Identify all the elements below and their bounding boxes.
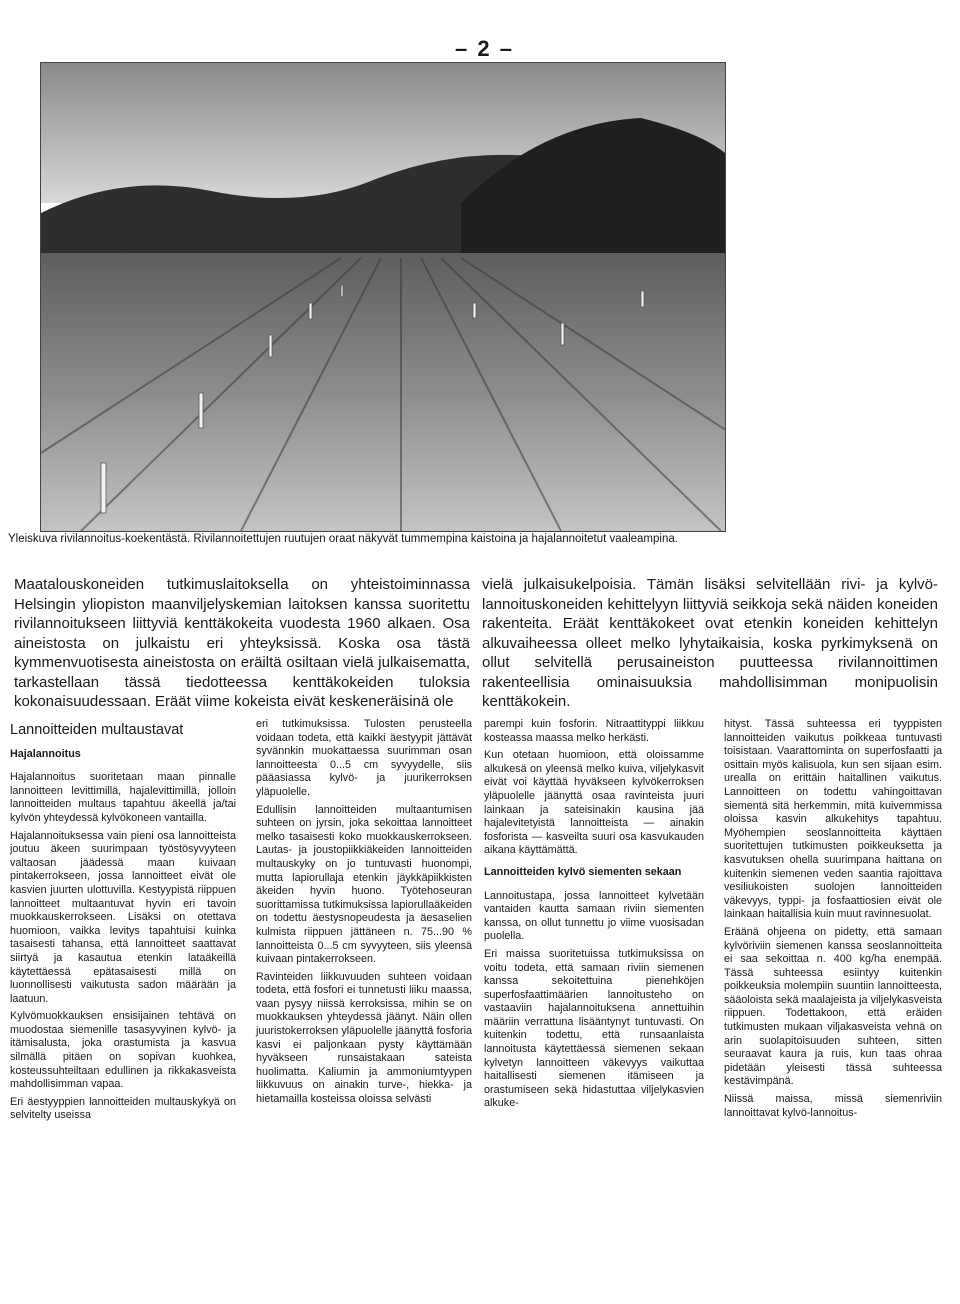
paragraph: eri tutkimuksissa. Tulosten perusteella voidaan todeta, että kaikki äestyypit jättävät syvännkin muokattaessa suurimman osan lannoitteesta 0...5 cm syvyydelle, siis pääasiassa kylvö- ja juurikerroksen yläpuolelle. — [256, 718, 472, 798]
column-4 — [724, 718, 942, 1124]
paragraph: Hajalannoitus suoritetaan maan pinnalle lannoitteen levittimillä, hajalevittimillä, jolloin lannoitteiden multaus tapahtuu äkeellä ja/tai kylvön yhteydessä kylvökoneen vantailla. — [10, 771, 236, 824]
paragraph: Hajalannoituksessa vain pieni osa lannoitteista joutuu äkeen suurimpaan työstösyvyyteen valtaosan jäädessä maan kuivaan pintakerrokseen, jossa lannoitteet eivät ole kasvien juurten ulottuvilla. Kestyypistä riippuen lannoitteet multaantuvat hyvin eri tavoin muokkauskerrokseen. Lisäksi on otettava huomioon, vaikka levitys tapahtuisi kuinka tasaisesti tahansa, että lannoitteet saattavat siirtyä ja kasautua etenkin lataäkeillä käytettäessä epätasaisesti millä on luonnollisesti vaikutusta sadon määrään ja laatuun. — [10, 829, 236, 1005]
field-photo-image — [41, 63, 725, 531]
intro-right: vielä julkaisukelpoisia. Tämän lisäksi selvitellään rivi- ja kylvö-lannoituskoneiden kehittelyyn liittyviä seikkoja sekä näiden koneiden rakenteita. Eräät kenttäkokeet ovat etenkin koneiden kehittelyn alkuvaiheessa olleet melko lyhytaikaisia, koska pyrkimyksenä on ollut selvitellä perusaineiston puutteessa rivilannoittimen rakenteellisia ominaisuuksia mahdollisimman monipuolisin kenttäkokein. — [482, 576, 938, 710]
paragraph: parempi kuin fosforin. Nitraattityppi liikkuu kosteassa maassa melko herkästi. — [484, 718, 704, 744]
paragraph: Edullisin lannoitteiden multaantumisen suhteen on jyrsin, joka sekoittaa lannoitteet melko tasaisesti koko muokkauskerrokseen. Lautas- ja joustopiikkiäkeiden lannoitteiden multauskyky on jo tuntuvasti huonompi, mutta lapiorullaja etenkin jäykkäpiikkisten äkeiden hyvin huono. Työtehoseuran suorittamissa tutkimuksissa lapiorullaäkeiden on todettu äestysnopeudesta ja äesaselien kulmista riippuen jättäneen n. 75...90 % lannoitteista 0...5 cm syvyyteen, siis yleensä kuivaan pintakerrokseen. — [256, 803, 472, 966]
subheading-hajalannoitus: Hajalannoitus — [10, 747, 81, 760]
paragraph: Ravinteiden liikkuvuuden suhteen voidaan todeta, että fosfori ei tunnetusti liiku maassa, vaan pysyy niissä kerroksissa, mihin se on muokkauksen yhteydessä jäänyt. Näin ollen juuristokerroksen yläpuolelle jäänyttä fosforia kasvi ei paljonkaan pysty käyttämään hyväkseen runsaistakaan sateista huolimatta. Kaliumin ja ammoniumtyypen liikkuvuus on ainakin turve-, hiekka- ja hietamailla kosteissa oloissa selvästi — [256, 970, 472, 1106]
paragraph: Eri maissa suoritetuissa tutkimuksissa on voitu todeta, että samaan riviin siemenen kanssa sekoitettuina pienehköjen superfosfaattimäärien lannoitusteho on vastaaviin hajalannoituksena annettuihin määriin verrattuna lisääntynyt tuntuvasti. On kuitenkin todettu, että runsaanlaista lannoitusta käytettäessä siemenen sekaan kylvetyn lannoitteen väkevyys vaikuttaa haitallisesti siemenen itämiseen ja orastumiseen sekä hidastuttaa viljelykasvien alkuke- — [484, 947, 704, 1110]
paragraph: Eri äestyyppien lannoitteiden multauskykyä on selvitelty useissa — [10, 1095, 236, 1122]
paragraph: Eräänä ohjeena on pidetty, että samaan kylvöriviin siemenen kanssa seoslannoitteita ei saa sekoittaa n. 400 kg/ha enempää. Tässä suhteessa esiintyy kuitenkin poikkeuksia molempiin suuntiin lannoitteesta, sääoloista sekä maalajeista ja viljelykasveista riippuen. Todettakoon, että eräiden tutkimusten mukaan viljakasveista vehnä on arin suolapitoisuuden suhteen, sitten seuraavat kaura ja ruis, kun taas ohraa pidetään yleisesti tässä suhteessa kestävimpänä. — [724, 925, 942, 1088]
paragraph: hityst. Tässä suhteessa eri tyyppisten lannoitteiden vaikutus poikkeaa tuntuvasti toisistaan. Vaarattominta on superfosfaatti ja osittain myös kalisuola, kun sen sijaan esim. urealla on erittäin haitallinen vaikutus. Lannoitteen on todettu vahingoittavan siementä sitä herkemmin, mitä kuivemmissa oloissa kasvin alkukehitys tapahtuu. Myöhempien seoslannoitteita käyttäen suoritettujen tutkimusten poikkeuksetta ja kasvutuksen ohella suurimpana haittana on kuitenkin siemenen veden saantia rajoittava vesiliukoisten suolojen lannoitteiden väkevyys, typpi- ja fosfaattiosien eivät ole lainkaan haitallisia kuin muut ravinnesuolat. — [724, 718, 942, 921]
photo-caption: Yleiskuva rivilannoitus-koekentästä. Rivilannoitettujen ruutujen oraat näkyvät tummempina kaistoina ja hajalannoitetut vaaleampina. — [8, 533, 678, 545]
column-1 — [10, 718, 236, 1127]
field-photo — [40, 62, 726, 532]
paragraph: Kylvömuokkauksen ensisijainen tehtävä on muodostaa siemenille tasasyvyinen kylvö- ja itämisalusta, joka orastumista ja kasvua silmällä pitäen on sopivan kuohkea, kosteussuhteiltaan edullinen ja rikkakasveista mahdollisimman vapaa. — [10, 1010, 236, 1091]
column-3 — [484, 718, 704, 1115]
intro-left: Maatalouskoneiden tutkimuslaitoksella on yhteistoiminnassa Helsingin yliopiston maanviljelyskemian laitoksen kanssa suoritettu rivilannoitukseen liittyviä kenttäkokeita vuodesta 1960 alkaen. Osa aineistosta on julkaistu eri yhteyksissä. Koska osa tästä kymmenvuotisesta aineistosta on eräiltä osiltaan vielä julkaisematta, tarkastellaan tässä tiedotteessa kenttäkokeiden tuloksia kokonaisuudessaan. Eräät viime kokeista eivät keskeneräisinä ole — [14, 576, 470, 710]
column-2 — [256, 718, 472, 1111]
subheading-kylvo: Lannoitteiden kylvö siementen sekaan — [484, 865, 682, 878]
section-heading: Lannoitteiden multaustavat — [10, 722, 184, 738]
paragraph: Lannoitustapa, jossa lannoitteet kylvetään vantaiden kautta samaan riviin siementen kanssa, on ollut tunnettu jo viime vuosisadan puolella. — [484, 889, 704, 943]
paragraph: Kun otetaan huomioon, että oloissamme alkukesä on yleensä melko kuiva, viljelykasvit eivät voi käyttää hyväkseen kylvökerroksen yläpuolelle jäänyttä osaa ravinteista juuri lainkaan ja sateisinakin kausina jää hajalevitetyistä lannoitteista — ainakin fosforista — kasveilta suuri osa kasvukauden aikana käyttämättä. — [484, 749, 704, 857]
paragraph: Niissä maissa, missä siemenriviin lannoittavat kylvö-lannoitus- — [724, 1093, 942, 1119]
page-number: – 2 – — [455, 36, 514, 61]
